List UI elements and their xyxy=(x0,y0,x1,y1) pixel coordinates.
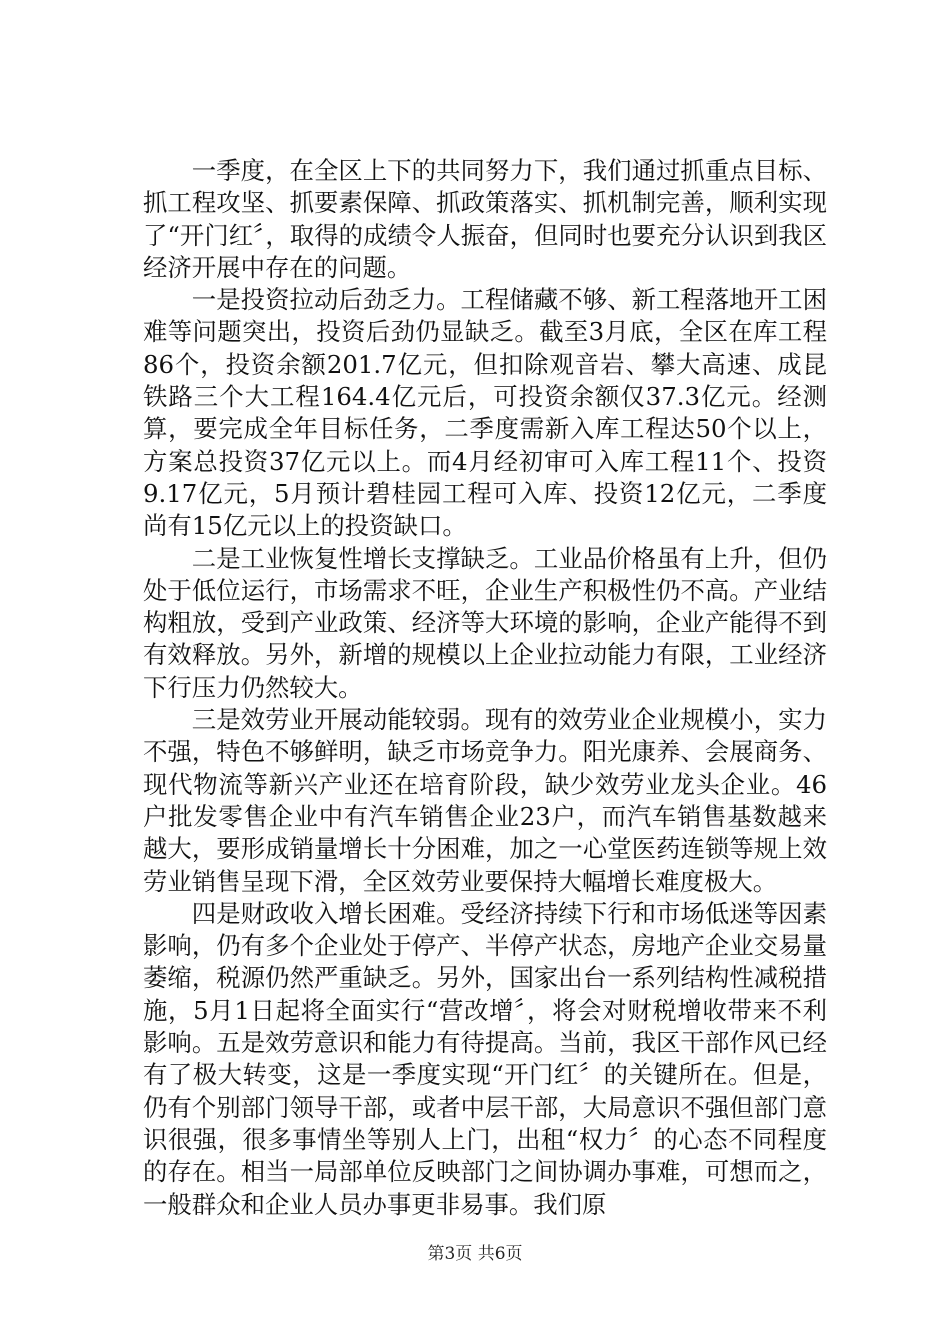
paragraph-investment: 一是投资拉动后劲乏力。工程储藏不够、新工程落地开工困难等问题突出，投资后劲仍显缺乏。截至3月底，全区在库工程86个，投资余额201.7亿元，但扣除观音岩、攀大高速、成昆铁路三个大工程164.4亿元后，可投资余额仅37.3亿元。经测算，要完成全年目标任务，二季度需新入库工程达50个以上，方案总投资37亿元以上。而4月经初审可入库工程11个、投资9.17亿元，5月预计碧桂园工程可入库、投资12亿元，二季度尚有15亿元以上的投资缺口。 xyxy=(143,285,827,541)
document-body xyxy=(143,155,827,1221)
paragraph-service: 三是效劳业开展动能较弱。现有的效劳业企业规模小，实力不强，特色不够鲜明，缺乏市场竞争力。阳光康养、会展商务、现代物流等新兴产业还在培育阶段，缺少效劳业龙头企业。46户批发零售企业中有汽车销售企业23户，而汽车销售基数越来越大，要形成销量增长十分困难，加之一心堂医药连锁等规上效劳业销售呈现下滑，全区效劳业要保持大幅增长难度极大。 xyxy=(143,705,827,896)
paragraph-intro: 一季度，在全区上下的共同努力下，我们通过抓重点目标、抓工程攻坚、抓要素保障、抓政策落实、抓机制完善，顺利实现了“开门红〞，取得的成绩令人振奋，但同时也要充分认识到我区经济开展中存在的问题。 xyxy=(143,156,827,282)
paragraph-finance: 四是财政收入增长困难。受经济持续下行和市场低迷等因素影响，仍有多个企业处于停产、半停产状态，房地产企业交易量萎缩，税源仍然严重缺乏。另外，国家出台一系列结构性减税措施，5月1日起将全面实行“营改增〞，将会对财税增收带来不利影响。五是效劳意识和能力有待提高。当前，我区干部作风已经有了极大转变，这是一季度实现“开门红〞的关键所在。但是，仍有个别部门领导干部，或者中层干部，大局意识不强但部门意识很强，很多事情坐等别人上门，出租“权力〞的心态不同程度的存在。相当一局部单位反映部门之间协调办事难，可想而之，一般群众和企业人员办事更非易事。我们原 xyxy=(143,898,827,1219)
page-footer: 第3页 共6页 xyxy=(427,1244,523,1264)
paragraph-industry: 二是工业恢复性增长支撑缺乏。工业品价格虽有上升，但仍处于低位运行，市场需求不旺，企业生产积极性仍不高。产业结构粗放，受到产业政策、经济等大环境的影响，企业产能得不到有效释放。另外，新增的规模以上企业拉动能力有限，工业经济下行压力仍然较大。 xyxy=(143,543,827,702)
